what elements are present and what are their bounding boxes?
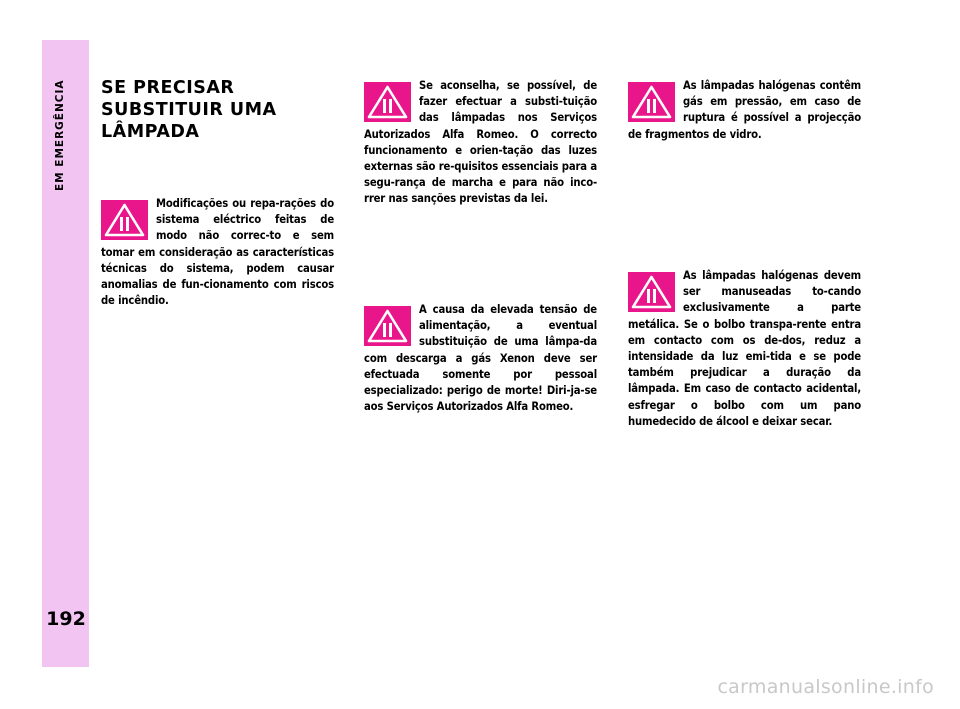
warning-triangle-icon bbox=[628, 82, 675, 122]
warning-electrical-modifications bbox=[101, 196, 334, 309]
warning-authorized-service bbox=[364, 78, 597, 208]
warning-triangle-icon bbox=[364, 82, 411, 122]
warning-triangle-icon bbox=[628, 272, 675, 312]
section-label: EM EMERGÊNCIA bbox=[54, 80, 66, 192]
warning-xenon-high-voltage bbox=[364, 302, 597, 415]
warning-text: As lâmpadas halógenas devem ser manuseadas to-cando exclusivamente a parte metálica. Se o bolbo transpa-rente entra em contacto com os de-dos, reduz a intensidade da luz emi-tida e se pode também prejudicar a duração da lâmpada. Em caso de contacto acidental, esfregar o bolbo com um pano humedecido de álcool e deixar secar. bbox=[628, 269, 861, 428]
warning-text: Modificações ou repa-rações do sistema eléctrico feitas de modo não correc-to e sem tomar em consideração as características técnicas do sistema, podem causar anomalias de fun-cionamento com riscos de incêndio. bbox=[101, 197, 334, 308]
warning-halogen-handling bbox=[628, 268, 861, 430]
warning-text: As lâmpadas halógenas contêm gás em pressão, em caso de ruptura é possível a projecção de fragmentos de vidro. bbox=[628, 79, 861, 141]
page-number: 192 bbox=[46, 608, 86, 630]
watermark: carmanualsonline.info bbox=[717, 676, 934, 698]
warning-text: Se aconselha, se possível, de fazer efectuar a substi-tuição das lâmpadas nos Serviços Autorizados Alfa Romeo. O correcto funcionamento e orien-tação das luzes externas são re-quisitos essenciais para a segu-rança de marcha e para não inco-rrer nas sanções previstas da lei. bbox=[364, 79, 597, 206]
page-title-line: LÂMPADA bbox=[101, 122, 200, 142]
page-title bbox=[101, 77, 331, 143]
page-title-line: SUBSTITUIR UMA bbox=[101, 100, 277, 120]
warning-text: A causa da elevada tensão de alimentação, a eventual substituição de uma lâmpa-da com descarga a gás Xenon deve ser efectuada somente por pessoal especializado: perigo de morte! Diri-ja-se aos Serviços Autorizados Alfa Romeo. bbox=[364, 303, 597, 414]
warning-triangle-icon bbox=[364, 306, 411, 346]
warning-triangle-icon bbox=[101, 200, 148, 240]
page-title-line: SE PRECISAR bbox=[101, 78, 235, 98]
warning-halogen-pressure bbox=[628, 78, 861, 143]
